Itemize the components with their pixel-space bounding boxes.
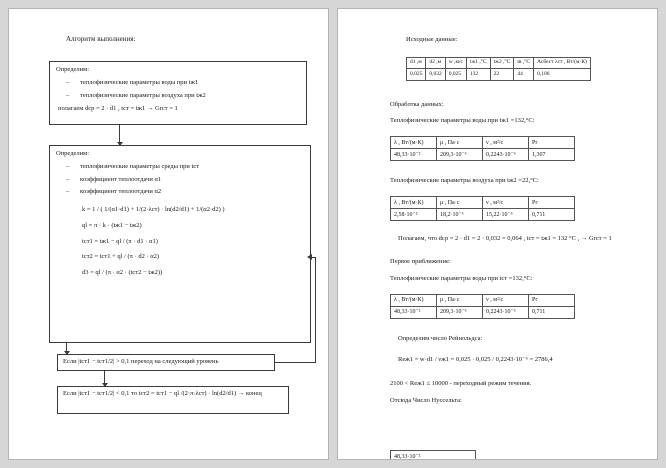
table-cell: 22 bbox=[490, 69, 514, 80]
flow-box-condition-repeat: Если |tст1 − tст1/2| > 0,1 переход на следующий уровень bbox=[57, 354, 275, 371]
table-cell: 0,2243·10⁻⁶ bbox=[483, 306, 529, 318]
page-left bbox=[8, 8, 329, 460]
flow-arrow-down-icon bbox=[104, 371, 105, 386]
page-right bbox=[337, 8, 658, 460]
table-cell: 0,106 bbox=[534, 69, 591, 80]
section-title-input-data: Исходные данные: bbox=[406, 36, 458, 43]
table-row bbox=[391, 209, 575, 221]
table-header-cell: tж2 ,°С bbox=[490, 57, 514, 68]
list-item bbox=[66, 79, 300, 88]
table-header-cell: Pr bbox=[529, 197, 575, 209]
nusselt-title: Отсюда Число Нуссельта: bbox=[390, 397, 462, 405]
flow-box-compute bbox=[49, 145, 311, 343]
box2-heading: Определим: bbox=[56, 150, 90, 157]
formula-k: k = 1 / ( 1/(α1·d1) + 1/(2·λст) · ln(d2/d1) + 1/(α2·d2) ) bbox=[82, 206, 225, 214]
table-header-cell: d2 ,м bbox=[426, 57, 445, 68]
first-approximation-title: Первое приближение: bbox=[390, 258, 451, 266]
water-props-table-2 bbox=[390, 294, 575, 319]
table-header-cell: tж1 ,°С bbox=[466, 57, 490, 68]
air-params-title: Теплофизические параметры воздуха при tж2 =22,°С: bbox=[390, 177, 539, 185]
formula-tst2: tст2 = tст1 + ql / (π · d2 · α2) bbox=[82, 253, 160, 261]
dash-bullet: – bbox=[66, 91, 70, 99]
table-header-cell: ν , м²/с bbox=[483, 294, 529, 306]
table-header-cell: λ , Вт/(м·К) bbox=[391, 137, 437, 149]
table-cell: 0,711 bbox=[529, 306, 575, 318]
table-cell: 48,33·10⁻² bbox=[391, 149, 437, 161]
flow-box-condition-end: Если |tст1 − tст1/2| < 0,1 то tст2 = tст1 − ql /(2·π·λст) · ln(d2/d1) → конец bbox=[57, 386, 289, 414]
table-header-row bbox=[391, 197, 575, 209]
reynolds-formula: Reж1 = w·d1 / νж1 = 0,025 · 0,025 / 0,2243·10⁻⁶ = 2786,4 bbox=[398, 355, 553, 363]
flow-arrow-down-icon bbox=[66, 343, 67, 354]
formula-d3: d3 = ql / (π · α2 · (tст2 − tж2)) bbox=[82, 269, 163, 277]
input-data-table bbox=[406, 57, 591, 81]
table-cell: 18,2·10⁻⁶ bbox=[437, 209, 483, 221]
flow-feedback-line bbox=[275, 362, 316, 363]
flow-arrow-down-icon bbox=[119, 125, 120, 145]
table-cell: 44 bbox=[514, 69, 534, 80]
table-header-cell: Pr bbox=[529, 137, 575, 149]
list-item bbox=[66, 188, 304, 197]
list-item bbox=[66, 92, 300, 101]
table-header-cell: λ , Вт/(м·К) bbox=[391, 197, 437, 209]
table-cell: 1,307 bbox=[529, 149, 575, 161]
table-header-cell: μ , Па·с bbox=[437, 137, 483, 149]
reynolds-title: Определим число Рейнольдса: bbox=[398, 334, 483, 342]
table-header-cell: Асбест λст , Вт/(м·К) bbox=[534, 57, 591, 68]
table-header-cell: λ , Вт/(м·К) bbox=[391, 294, 437, 306]
water-params-title-2: Теплофизические параметры воды при tст =132,°С: bbox=[390, 274, 533, 282]
table-row bbox=[391, 149, 575, 161]
table-header-cell: μ , Па·с bbox=[437, 294, 483, 306]
flow-box-define-params bbox=[49, 61, 307, 125]
assumption-line: Полагаем, что dср = 2 · d1 = 2 · 0,032 = 0,064 , tст = tж1 = 132 °С , → Grст = 1 bbox=[398, 235, 612, 243]
table-header-cell: ν , м²/с bbox=[483, 197, 529, 209]
list-item bbox=[66, 176, 304, 185]
formula-tst1: tст1 = tж1 − ql / (π · d1 · α1) bbox=[82, 237, 158, 245]
table-cell: 0,2243·10⁻⁶ bbox=[483, 149, 529, 161]
box1-heading: Определим: bbox=[56, 66, 90, 73]
flow-feedback-arrow-icon bbox=[307, 254, 312, 260]
water-props-table bbox=[390, 136, 575, 161]
table-header-row bbox=[407, 57, 591, 68]
list-item-text: коэффициент теплоотдачи α2 bbox=[80, 188, 162, 196]
table-row bbox=[407, 69, 591, 80]
list-item bbox=[66, 163, 304, 172]
box1-note: полагаем dср = 2 · d1 , tст = tж1 → Grст = 1 bbox=[58, 105, 178, 113]
table-cell: 0,032 bbox=[426, 69, 445, 80]
table-cell: 2,58·10⁻² bbox=[391, 209, 437, 221]
section-title-processing: Обработка данных: bbox=[390, 100, 444, 108]
table-row bbox=[391, 306, 575, 318]
list-item-text: теплофизические параметры воздуха при tж2 bbox=[80, 91, 206, 99]
list-item-text: теплофизические параметры воды при tж1 bbox=[80, 78, 199, 86]
table-cell: 0,025 bbox=[445, 69, 466, 80]
table-cell: 132 bbox=[466, 69, 490, 80]
table-header-row bbox=[391, 294, 575, 306]
dash-bullet: – bbox=[66, 78, 70, 86]
table-header-cell: Pr bbox=[529, 294, 575, 306]
table-cell: 0,025 bbox=[407, 69, 426, 80]
list-item-text: теплофизические параметры среды при tст bbox=[80, 162, 200, 170]
table-header-row bbox=[391, 137, 575, 149]
flow-regime-line: 2100 < Reж1 ≤ 10000 - переходный режим течения. bbox=[390, 380, 532, 388]
dash-bullet: – bbox=[66, 188, 70, 196]
table-header-cell: d1 ,м bbox=[407, 57, 426, 68]
table-cell: 209,3·10⁻⁶ bbox=[437, 149, 483, 161]
air-props-table bbox=[390, 196, 575, 221]
list-item-text: коэффициент теплоотдачи α1 bbox=[80, 175, 162, 183]
partial-table-cell: 48,33·10⁻² bbox=[390, 450, 476, 460]
table-cell: 15,22·10⁻⁶ bbox=[483, 209, 529, 221]
table-cell: 209,3·10⁻⁶ bbox=[437, 306, 483, 318]
dash-bullet: – bbox=[66, 162, 70, 170]
dash-bullet: – bbox=[66, 175, 70, 183]
formula-ql: ql = π · k · (tж1 − tж2) bbox=[82, 221, 142, 229]
table-header-cell: μ , Па·с bbox=[437, 197, 483, 209]
table-cell: 0,711 bbox=[529, 209, 575, 221]
table-cell: 48,33·10⁻² bbox=[391, 306, 437, 318]
table-header-cell: w ,м/с bbox=[445, 57, 466, 68]
algorithm-title: Алгоритм выполнения: bbox=[66, 35, 136, 43]
water-params-title: Теплофизические параметры воды при tж1 =132,°С: bbox=[390, 117, 535, 125]
table-header-cell: tв ,°С bbox=[514, 57, 534, 68]
flow-feedback-line bbox=[315, 257, 316, 363]
table-header-cell: ν , м²/с bbox=[483, 137, 529, 149]
